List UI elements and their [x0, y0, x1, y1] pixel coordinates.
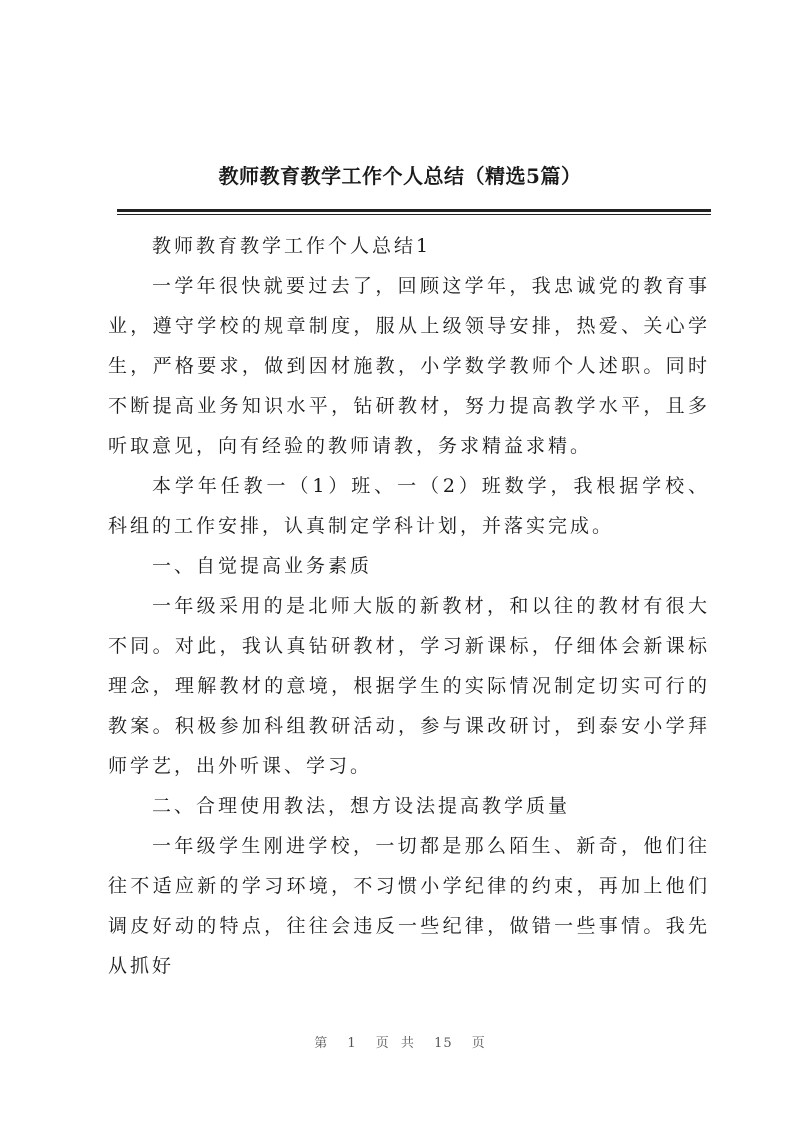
footer-prefix: 第 — [314, 1036, 329, 1051]
title-rule-thin — [117, 214, 711, 215]
subsection-heading: 一、自觉提高业务素质 — [152, 555, 373, 577]
paragraph: 一年级采用的是北师大版的新教材，和以往的教材有很大不同。对此，我认真钻研教材，学习新课标，仔细体会新课标理念，理解教材的意境，根据学生的实际情况制定切实可行的教案。积极参加科组教研活动，参与课改研讨，到泰安小学拜师学艺，出外听课、学习。 — [108, 595, 710, 777]
footer-total-pages: 15 — [434, 1036, 453, 1051]
section-heading: 教师教育教学工作个人总结1 — [152, 235, 432, 257]
paragraph: 一年级学生刚进学校，一切都是那么陌生、新奇，他们往往不适应新的学习环境，不习惯小学纪律的约束，再加上他们调皮好动的特点，往往会违反一些纪律，做错一些事情。我先从抓好 — [108, 835, 710, 977]
paragraph: 一学年很快就要过去了，回顾这学年，我忠诚党的教育事业，遵守学校的规章制度，服从上级领导安排，热爱、关心学生，严格要求，做到因材施教，小学数学教师个人述职。同时不断提高业务知识水平，钻研教材，努力提高教学水平，且多听取意见，向有经验的教师请教，务求精益求精。 — [108, 275, 710, 457]
footer-current-page: 1 — [347, 1036, 357, 1051]
footer-suffix: 页 — [471, 1036, 486, 1051]
footer-middle: 页 共 — [375, 1036, 415, 1051]
title-rule-thick — [117, 209, 711, 212]
page-footer — [0, 1032, 800, 1051]
subsection-heading: 二、合理使用教法，想方设法提高教学质量 — [152, 795, 571, 817]
document-body — [108, 226, 710, 986]
document-title: 教师教育教学工作个人总结（精选5篇） — [218, 164, 582, 188]
paragraph: 本学年任教一（1）班、一（2）班数学，我根据学校、科组的工作安排，认真制定学科计划，并落实完成。 — [108, 475, 710, 537]
